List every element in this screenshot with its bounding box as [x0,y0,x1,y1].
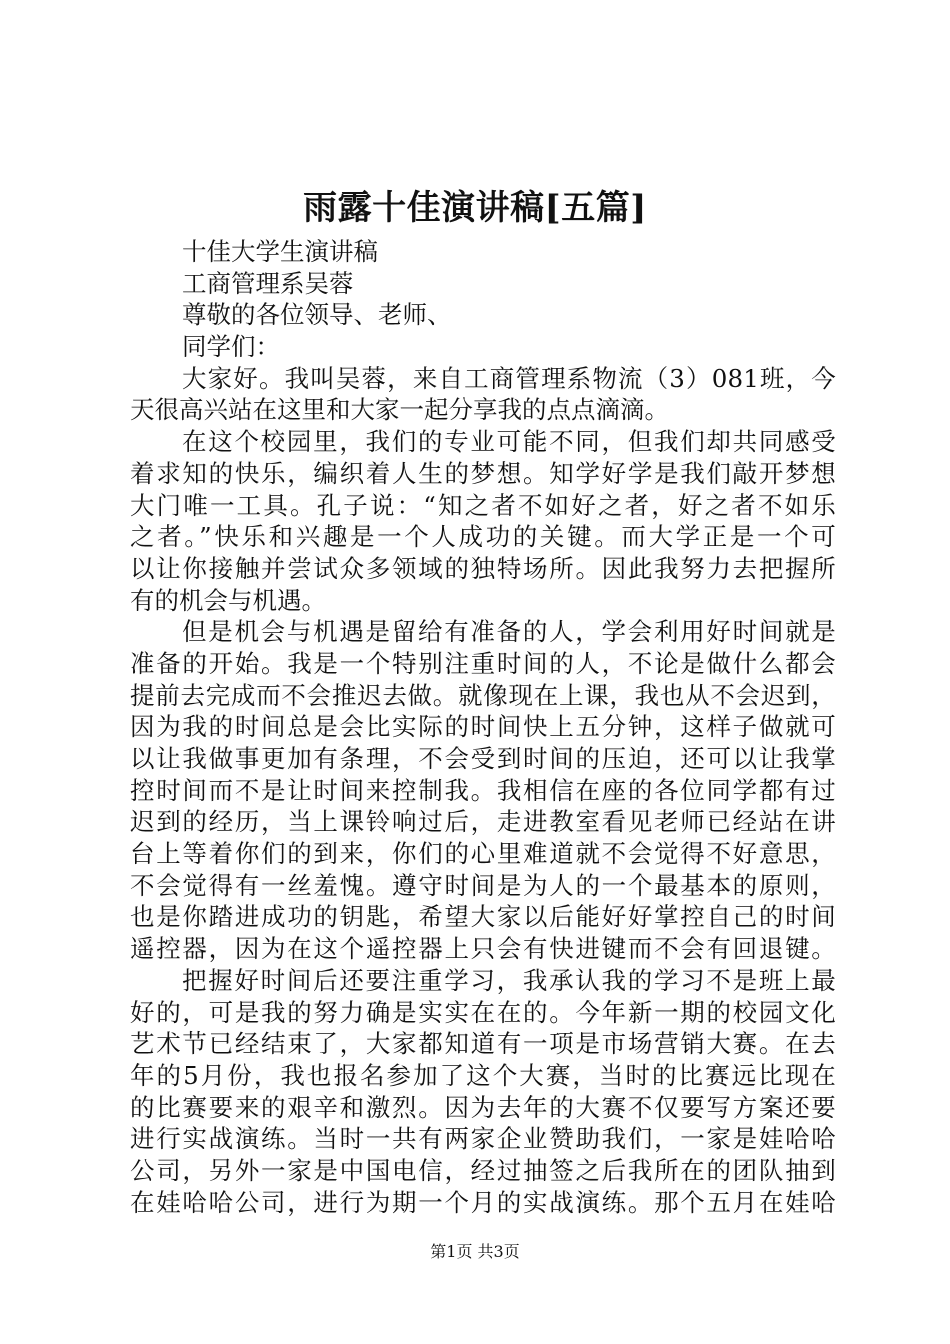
body-line: 同学们： [182,332,280,362]
page-indicator: 第1页 共3页 [430,1242,520,1261]
body-line: 工商管理系吴蓉 [182,268,354,298]
body-line: 提前去完成而不会推迟去做。就像现在上课，我也从不会迟到， [130,680,836,710]
body-line: 十佳大学生演讲稿 [182,237,378,266]
body-line: 不会觉得有一丝羞愧。遵守时间是为人的一个最基本的原则， [130,870,836,900]
body-line: 着求知的快乐，编织着人生的梦想。知学好学是我们敲开梦想 [130,458,836,488]
body-line: 遥控器，因为在这个遥控器上只会有快进键而不会有回退键。 [130,934,836,964]
body-line: 公司，另外一家是中国电信，经过抽签之后我所在的团队抽到 [130,1155,836,1185]
body-line: 进行实战演练。当时一共有两家企业赞助我们，一家是娃哈哈 [130,1124,836,1154]
document-body [130,236,836,1218]
body-line: 之者。”快乐和兴趣是一个人成功的关键。而大学正是一个可 [130,522,836,552]
body-line: 大家好。我叫吴蓉，来自工商管理系物流（3）081班，今 [182,363,836,393]
body-line: 把握好时间后还要注重学习，我承认我的学习不是班上最 [182,965,836,995]
document-title: 雨露十佳演讲稿[五篇] [303,188,647,228]
body-line: 的比赛要来的艰辛和激烈。因为去年的大赛不仅要写方案还要 [130,1092,836,1122]
body-line: 以让你接触并尝试众多领域的独特场所。因此我努力去把握所 [130,553,836,583]
body-line: 也是你踏进成功的钥匙，希望大家以后能好好掌控自己的时间 [130,902,836,932]
body-line: 天很高兴站在这里和大家一起分享我的点点滴滴。 [130,395,669,425]
body-line: 在这个校园里，我们的专业可能不同，但我们却共同感受 [182,427,836,457]
body-line: 尊敬的各位领导、老师、 [182,300,452,330]
body-line: 以让我做事更加有条理，不会受到时间的压迫，还可以让我掌 [130,744,836,773]
body-line: 在娃哈哈公司，进行为期一个月的实战演练。那个五月在娃哈 [130,1187,836,1217]
body-line: 年的5月份，我也报名参加了这个大赛，当时的比赛远比现在 [130,1060,836,1090]
body-line: 因为我的时间总是会比实际的时间快上五分钟，这样子做就可 [130,712,836,742]
body-line: 迟到的经历，当上课铃响过后，走进教室看见老师已经站在讲 [130,807,836,837]
body-line: 大门唯一工具。孔子说：“知之者不如好之者，好之者不如乐 [130,490,836,520]
body-line: 台上等着你们的到来，你们的心里难道就不会觉得不好意思， [130,839,836,869]
body-line: 控时间而不是让时间来控制我。我相信在座的各位同学都有过 [130,775,836,805]
body-line: 艺术节已经结束了，大家都知道有一项是市场营销大赛。在去 [130,1029,836,1059]
body-line: 有的机会与机遇。 [130,585,326,615]
body-line: 但是机会与机遇是留给有准备的人，学会利用好时间就是 [182,617,836,647]
body-line: 准备的开始。我是一个特别注重时间的人，不论是做什么都会 [130,648,836,678]
body-line: 好的，可是我的努力确是实实在在的。今年新一期的校园文化 [130,997,836,1027]
